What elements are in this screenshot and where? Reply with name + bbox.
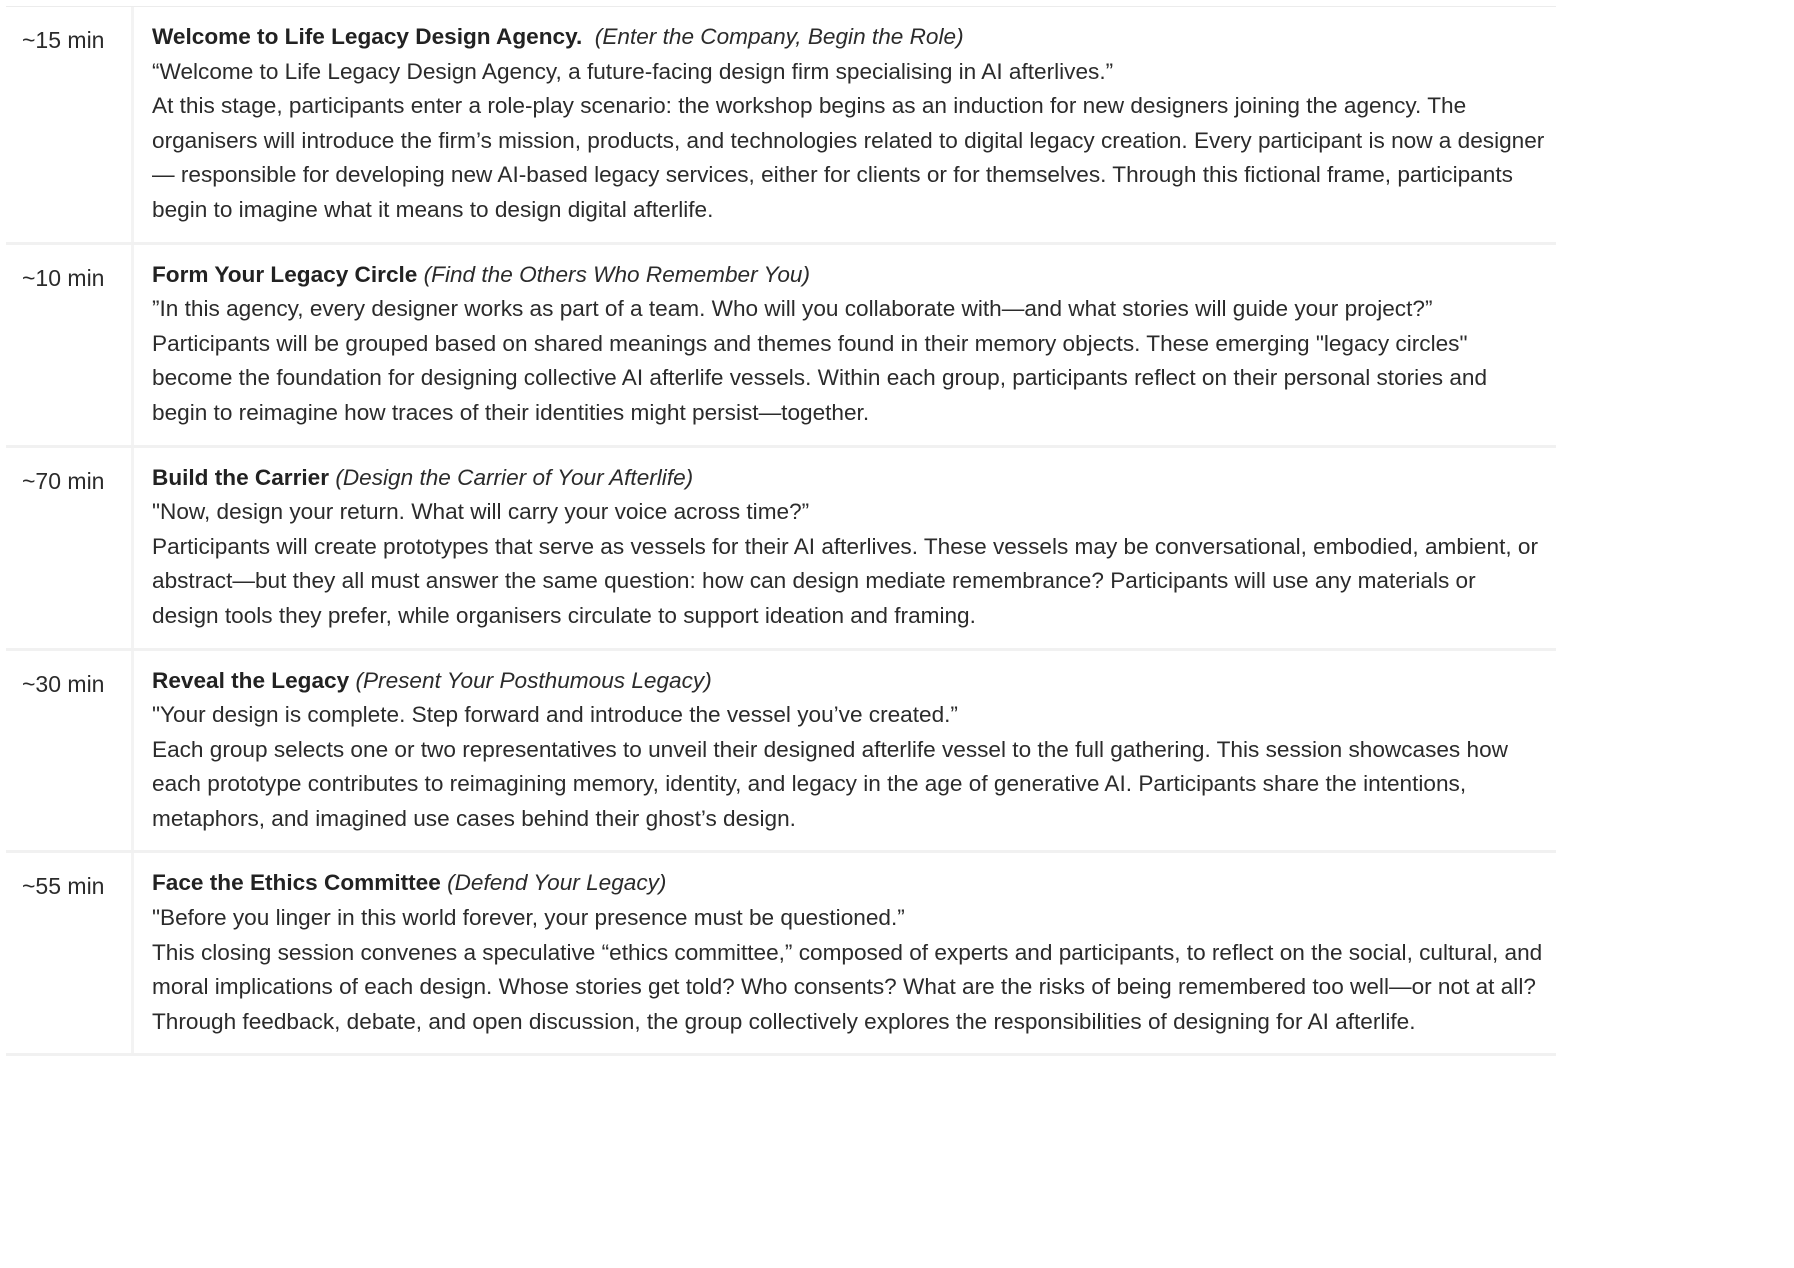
session-heading <box>152 461 1546 496</box>
session-quote: ”In this agency, every designer works as part of a team. Who will you collaborate with—and what stories will guide your project?” <box>152 296 1433 322</box>
session-duration: ~30 min <box>6 651 134 851</box>
table-row <box>6 651 1556 854</box>
session-quote: "Before you linger in this world forever, your presence must be questioned.” <box>152 905 905 931</box>
session-content <box>134 448 1556 648</box>
session-duration: ~55 min <box>6 853 134 1053</box>
session-subtitle: (Design the Carrier of Your Afterlife) <box>335 464 694 490</box>
session-content <box>134 7 1556 242</box>
session-description: Participants will be grouped based on shared meanings and themes found in their memory objects. These emerging "legacy circles" become the foundation for designing collective AI afterlife vessels. Within each group, participants reflect on their personal stories and begin to reimagine how traces of their identities might persist—together. <box>152 330 1488 425</box>
session-title: Welcome to Life Legacy Design Agency. <box>152 24 583 49</box>
session-description: This closing session convenes a speculative “ethics committee,” composed of experts and participants, to reflect on the social, cultural, and moral implications of each design. Whose stories get told? Who consents? What are the risks of being remembered too well—or not at all? Through feedback, debate, and open discussion, the group collectively explores the responsibilities of designing for AI afterlife. <box>152 939 1543 1034</box>
session-subtitle: (Find the Others Who Remember You) <box>423 261 810 287</box>
session-duration: ~15 min <box>6 7 134 242</box>
session-description: Each group selects one or two representatives to unveil their designed afterlife vessel to the full gathering. This session showcases how each prototype contributes to reimagining memory, identity, and legacy in the age of generative AI. Participants share the intentions, metaphors, and imagined use cases behind their ghost’s design. <box>152 736 1508 831</box>
session-subtitle: (Present Your Posthumous Legacy) <box>355 667 712 693</box>
session-quote: “Welcome to Life Legacy Design Agency, a future-facing design firm specialising in AI afterlives.” <box>152 58 1114 84</box>
session-title: Face the Ethics Committee <box>152 870 441 896</box>
session-description: At this stage, participants enter a role-play scenario: the workshop begins as an induction for new designers joining the agency. The organisers will introduce the firm’s mission, products, and technologies related to digital legacy creation. Every participant is now a designer — responsible for developing new AI-based legacy services, either for clients or for themselves. Through this fictional frame, participants begin to imagine what it means to design digital afterlife. <box>152 93 1545 222</box>
session-description: Participants will create prototypes that serve as vessels for their AI afterlives. These vessels may be conversational, embodied, ambient, or abstract—but they all must answer the same question: how can design mediate remembrance? Participants will use any materials or design tools they prefer, while organisers circulate to support ideation and framing. <box>152 533 1538 628</box>
table-row <box>6 245 1556 448</box>
session-heading <box>152 258 1546 293</box>
session-duration: ~10 min <box>6 245 134 445</box>
table-row <box>6 7 1556 245</box>
session-content <box>134 651 1556 851</box>
session-quote: "Your design is complete. Step forward and introduce the vessel you’ve created.” <box>152 702 958 728</box>
session-heading <box>152 664 1546 699</box>
table-row <box>6 853 1556 1056</box>
session-duration: ~70 min <box>6 448 134 648</box>
schedule-table <box>6 6 1556 1056</box>
session-subtitle: (Defend Your Legacy) <box>447 870 667 896</box>
session-content <box>134 853 1556 1053</box>
session-title: Build the Carrier <box>152 464 330 490</box>
session-title: Form Your Legacy Circle <box>152 261 418 287</box>
session-content <box>134 245 1556 445</box>
table-row <box>6 448 1556 651</box>
session-heading <box>152 866 1546 901</box>
session-title: Reveal the Legacy <box>152 667 350 693</box>
session-heading <box>152 20 1546 55</box>
session-quote: "Now, design your return. What will carry your voice across time?” <box>152 499 810 525</box>
session-subtitle: (Enter the Company, Begin the Role) <box>594 24 964 49</box>
